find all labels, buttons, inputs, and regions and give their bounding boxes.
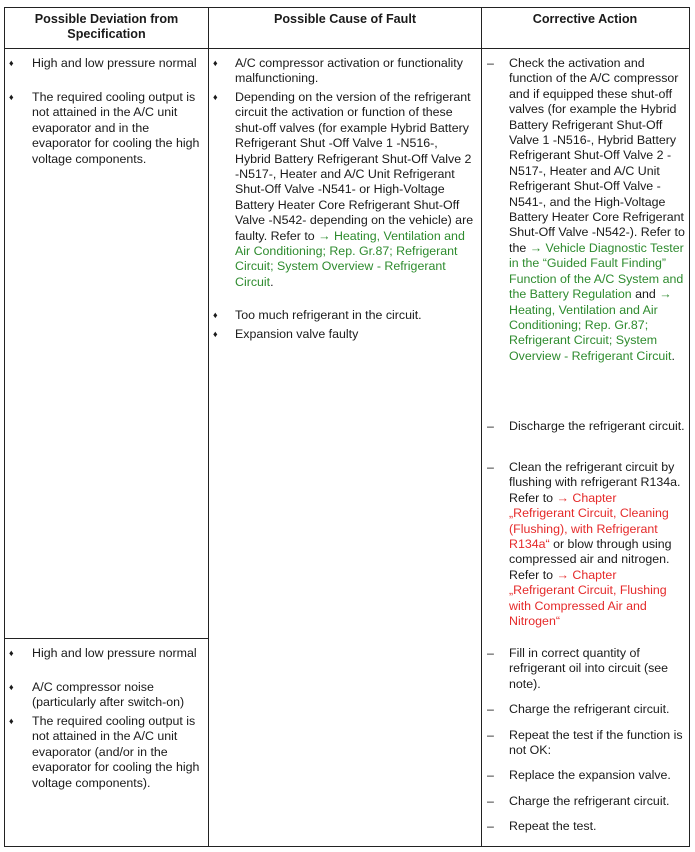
bullet-icon: ♦ bbox=[9, 682, 14, 692]
bullet-icon: ♦ bbox=[9, 58, 14, 68]
bullet-icon: ♦ bbox=[9, 716, 14, 726]
cause-item: Expansion valve faulty bbox=[235, 327, 359, 341]
action-item: Fill in correct quantity of refrigerant oil into circuit (see note). bbox=[509, 646, 669, 691]
row-divider-deviation bbox=[5, 638, 208, 639]
bullet-icon: ♦ bbox=[213, 310, 218, 320]
column-divider bbox=[208, 8, 209, 846]
flushing-compressed-air-link[interactable]: → Chapter „Refrigerant Circuit, Flushing with Compressed Air and Nitrogen“ bbox=[509, 567, 667, 629]
bullet-icon: ♦ bbox=[213, 58, 218, 68]
header-cause: Possible Cause of Fault bbox=[273, 12, 417, 26]
dash-marker: – bbox=[487, 768, 494, 782]
deviation-item: The required cooling output is not attained in the A/C unit evaporator (and/or in the evaporator for cooling the high voltage components). bbox=[32, 714, 200, 790]
action-item: Replace the expansion valve. bbox=[509, 768, 671, 782]
column-divider bbox=[481, 8, 482, 846]
action-item: Clean the refrigerant circuit by flushing with refrigerant R134a. Refer to → Chapter „Refrigerant Circuit, Cleaning (Flushing), with Refrigerant R134a“ or blow through using compressed air and nitrogen. Refer to → Chapter „Refrigerant Circuit, Flushing with Compressed Air and Nitrogen“ bbox=[509, 460, 681, 629]
dash-marker: – bbox=[487, 419, 494, 433]
bullet-icon: ♦ bbox=[213, 92, 218, 102]
action-item: Charge the refrigerant circuit. bbox=[509, 702, 670, 716]
bullet-icon: ♦ bbox=[213, 329, 218, 339]
cause-item: Depending on the version of the refrigerant circuit the activation or function of these shut-off valves (for example Hybrid Battery Refrigerant Shut -Off Valve 1 -N516-, Hybrid Battery Refrigerant Shut-Off Valve 2 -N517-, Heater and A/C Unit Refrigerant Shut-Off Valve -N541- or High-Voltage Battery Heater Core Refrigerant Shut-Off Valve -N542- depending on the vehicle) are faulty. Refer to → Heating, Ventilation and Air Conditioning; Rep. Gr.87; Refrigerant Circuit; System Overview - Refrigerant Circuit. bbox=[235, 90, 474, 289]
header-action: Corrective Action bbox=[532, 12, 638, 26]
deviation-item: High and low pressure normal bbox=[32, 646, 197, 660]
action-item: Repeat the test. bbox=[509, 819, 597, 833]
header-divider bbox=[5, 48, 689, 49]
deviation-item: The required cooling output is not attained in the A/C unit evaporator and in the evaporator for cooling the high voltage components. bbox=[32, 90, 200, 166]
deviation-item: High and low pressure normal bbox=[32, 56, 197, 70]
flushing-r134a-link[interactable]: → Chapter „Refrigerant Circuit, Cleaning (Flushing), with Refrigerant R134a“ bbox=[509, 490, 669, 552]
dash-marker: – bbox=[487, 56, 494, 70]
bullet-icon: ♦ bbox=[9, 648, 14, 658]
cause-reference-link[interactable]: → Heating, Ventilation and Air Conditioning; Rep. Gr.87; Refrigerant Circuit; System Overview - Refrigerant Circuit bbox=[235, 228, 465, 289]
fault-table bbox=[4, 7, 690, 847]
diagnostic-tester-link[interactable]: → Vehicle Diagnostic Tester in the “Guided Fault Finding” Function of the A/C System and the Battery Regulation bbox=[509, 240, 684, 302]
header-deviation: Possible Deviation from Specification bbox=[34, 12, 179, 41]
dash-marker: – bbox=[487, 819, 494, 833]
dash-marker: – bbox=[487, 702, 494, 716]
dash-marker: – bbox=[487, 794, 494, 808]
deviation-item: A/C compressor noise (particularly after switch-on) bbox=[32, 680, 185, 710]
cause-item: A/C compressor activation or functionality malfunctioning. bbox=[235, 56, 463, 86]
cause-item: Too much refrigerant in the circuit. bbox=[235, 308, 422, 322]
bullet-icon: ♦ bbox=[9, 92, 14, 102]
action-item: Repeat the test if the function is not OK: bbox=[509, 728, 683, 758]
hvac-reference-link[interactable]: → Heating, Ventilation and Air Conditioning; Rep. Gr.87; Refrigerant Circuit; System Overview - Refrigerant Circuit bbox=[509, 287, 672, 363]
action-item: Check the activation and function of the A/C compressor and if equipped these shut-off valves (for example the Hybrid Battery Refrigerant Shut-Off Valve 1 -N516-, Hybrid Battery Refrigerant Shut-Off Valve 2 -N517-, Heater and A/C Unit Refrigerant Shut-Off Valve -N541-, and the High-Voltage Battery Heater Core Refrigerant Shut-Off Valve -N542-). Refer to the → Vehicle Diagnostic Tester in the “Guided Fault Finding” Function of the A/C System and the Battery Regulation and → Heating, Ventilation and Air Conditioning; Rep. Gr.87; Refrigerant Circuit; System Overview - Refrigerant Circuit. bbox=[509, 56, 685, 363]
dash-marker: – bbox=[487, 460, 494, 474]
action-item: Charge the refrigerant circuit. bbox=[509, 794, 670, 808]
dash-marker: – bbox=[487, 646, 494, 660]
dash-marker: – bbox=[487, 728, 494, 742]
action-item: Discharge the refrigerant circuit. bbox=[509, 419, 685, 433]
